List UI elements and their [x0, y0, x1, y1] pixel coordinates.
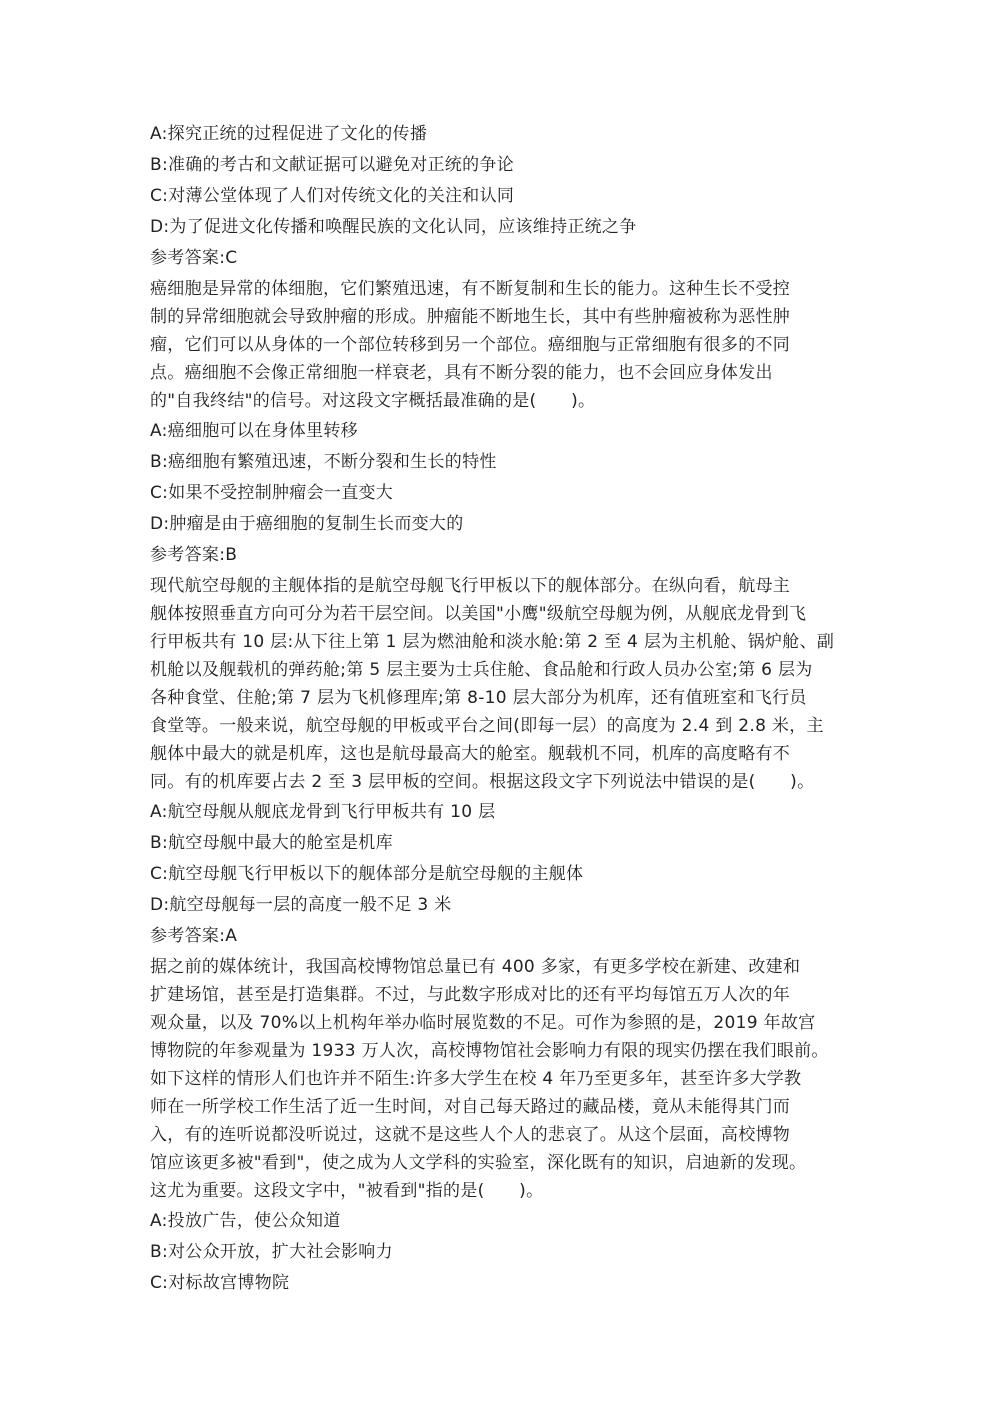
paragraph-line: 现代航空母舰的主舰体指的是航空母舰飞行甲板以下的舰体部分。在纵向看，航母主 — [150, 576, 791, 596]
paragraph-line: 机舱以及舰载机的弹药舱;第 5 层主要为士兵住舱、食品舱和行政人员办公室;第 6 层为 — [150, 660, 813, 680]
reference-answer: 参考答案:C — [150, 248, 238, 268]
answer-option: A:航空母舰从舰底龙骨到飞行甲板共有 10 层 — [150, 802, 496, 822]
answer-option: D:为了促进文化传播和唤醒民族的文化认同，应该维持正统之争 — [150, 217, 637, 237]
answer-option: B:准确的考古和文献证据可以避免对正统的争论 — [150, 155, 514, 175]
paragraph-line: 舰体中最大的就是机库，这也是航母最高大的舱室。舰载机不同，机库的高度略有不 — [150, 744, 791, 764]
question-paragraph — [150, 573, 850, 795]
answer-option: A:探究正统的过程促进了文化的传播 — [150, 124, 428, 144]
question-paragraph — [150, 954, 850, 1204]
paragraph-line: 行甲板共有 10 层:从下往上第 1 层为燃油舱和淡水舱:第 2 至 4 层为主机舱、锅炉舱、副 — [150, 632, 835, 652]
paragraph-line: 入，有的连听说都没听说过，这就不是这些人个人的悲哀了。从这个层面，高校博物 — [150, 1125, 791, 1145]
reference-answer: 参考答案:B — [150, 545, 238, 565]
answer-option: C:对标故宫博物院 — [150, 1273, 290, 1293]
paragraph-line: 食堂等。一般来说，航空母舰的甲板或平台之间(即每一层）的高度为 2.4 到 2.8 米，主 — [150, 716, 824, 736]
answer-option: D:航空母舰每一层的高度一般不足 3 米 — [150, 895, 452, 915]
answer-option: B:癌细胞有繁殖迅速，不断分裂和生长的特性 — [150, 452, 497, 472]
paragraph-line: 馆应该更多被"看到"，使之成为人文学科的实验室，深化既有的知识，启迪新的发现。 — [150, 1153, 807, 1173]
paragraph-line: 据之前的媒体统计，我国高校博物馆总量已有 400 多家，有更多学校在新建、改建和 — [150, 957, 801, 977]
paragraph-line: 的"自我终结"的信号。对这段文字概括最准确的是( )。 — [150, 391, 596, 411]
paragraph-line: 师在一所学校工作生活了近一生时间，对自己每天路过的藏品楼，竟从未能得其门而 — [150, 1097, 791, 1117]
paragraph-line: 扩建场馆，甚至是打造集群。不过，与此数字形成对比的还有平均每馆五万人次的年 — [150, 985, 791, 1005]
question-paragraph — [150, 276, 850, 414]
paragraph-line: 博物院的年参观量为 1933 万人次，高校博物馆社会影响力有限的现实仍摆在我们眼前。 — [150, 1041, 829, 1061]
answer-option: C:航空母舰飞行甲板以下的舰体部分是航空母舰的主舰体 — [150, 864, 584, 884]
paragraph-line: 如下这样的情形人们也许并不陌生:许多大学生在校 4 年乃至更多年，甚至许多大学教 — [150, 1069, 802, 1089]
answer-option: A:投放广告，使公众知道 — [150, 1211, 341, 1231]
answer-option: A:癌细胞可以在身体里转移 — [150, 421, 358, 441]
paragraph-line: 各种食堂、住舱;第 7 层为飞机修理库;第 8-10 层大部分为机库，还有值班室和飞行员 — [150, 688, 807, 708]
paragraph-line: 这尤为重要。这段文字中，"被看到"指的是( )。 — [150, 1181, 544, 1201]
answer-option: C:对薄公堂体现了人们对传统文化的关注和认同 — [150, 186, 515, 206]
paragraph-line: 癌细胞是异常的体细胞，它们繁殖迅速，有不断复制和生长的能力。这种生长不受控 — [150, 279, 791, 299]
answer-option: C:如果不受控制肿瘤会一直变大 — [150, 483, 394, 503]
question-content — [150, 119, 850, 1299]
paragraph-line: 瘤，它们可以从身体的一个部位转移到另一个部位。癌细胞与正常细胞有很多的不同 — [150, 335, 791, 355]
paragraph-line: 观众量，以及 70%以上机构年举办临时展览数的不足。可作为参照的是，2019 年故宫 — [150, 1013, 816, 1033]
paragraph-line: 舰体按照垂直方向可分为若干层空间。以美国"小鹰"级航空母舰为例，从舰底龙骨到飞 — [150, 604, 807, 624]
reference-answer: 参考答案:A — [150, 926, 238, 946]
answer-option: B:航空母舰中最大的舱室是机库 — [150, 833, 393, 853]
paragraph-line: 点。癌细胞不会像正常细胞一样衰老，具有不断分裂的能力，也不会回应身体发出 — [150, 363, 773, 383]
answer-option: D:肿瘤是由于癌细胞的复制生长而变大的 — [150, 514, 464, 534]
paragraph-line: 同。有的机库要占去 2 至 3 层甲板的空间。根据这段文字下列说法中错误的是( )。 — [150, 772, 815, 792]
answer-option: B:对公众开放，扩大社会影响力 — [150, 1242, 393, 1262]
paragraph-line: 制的异常细胞就会导致肿瘤的形成。肿瘤能不断地生长，其中有些肿瘤被称为恶性肿 — [150, 307, 791, 327]
